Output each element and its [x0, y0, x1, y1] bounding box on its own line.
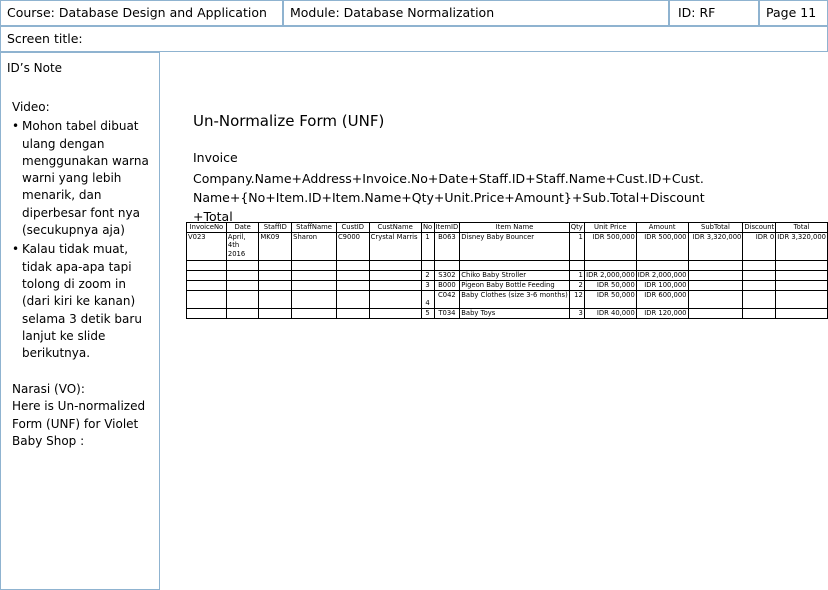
- notes-panel: [0, 52, 160, 590]
- table-cell: [776, 290, 828, 308]
- table-row: [187, 260, 828, 270]
- table-cell: [187, 280, 227, 290]
- narasi-text: Here is Un-normalized Form (UNF) for Violet Baby Shop :: [12, 399, 146, 448]
- table-cell: C042: [434, 290, 460, 308]
- table-cell: [434, 260, 460, 270]
- table-cell: [743, 290, 776, 308]
- table-cell: [226, 308, 259, 318]
- video-bullet: • Kalau tidak muat, tidak apa-apa tapi tolong di zoom in (dari kiri ke kanan) selama 3 detik baru lanjut ke slide berikutnya.: [12, 241, 152, 362]
- table-cell: IDR 50,000: [584, 290, 636, 308]
- table-cell: 5: [421, 308, 434, 318]
- table-cell: [743, 308, 776, 318]
- table-cell: [187, 308, 227, 318]
- table-cell: [336, 290, 369, 308]
- table-cell: Pigeon Baby Bottle Feeding: [460, 280, 569, 290]
- table-cell: [336, 308, 369, 318]
- table-cell: Chiko Baby Stroller: [460, 270, 569, 280]
- table-row: [187, 280, 828, 290]
- table-cell: IDR 3,320,000: [688, 232, 743, 260]
- table-cell: [369, 270, 421, 280]
- table-cell: [292, 260, 337, 270]
- table-cell: [688, 280, 743, 290]
- table-cell: [336, 270, 369, 280]
- table-cell: Baby Toys: [460, 308, 569, 318]
- table-cell: [688, 270, 743, 280]
- table-cell: [776, 260, 828, 270]
- table-cell: 4: [421, 290, 434, 308]
- table-cell: [688, 260, 743, 270]
- table-cell: IDR 50,000: [584, 280, 636, 290]
- table-cell: 2: [569, 280, 584, 290]
- column-header: Discount: [744, 223, 775, 231]
- video-bullet: • Mohon tabel dibuat ulang dengan menggunakan warna warni yang lebih menarik, dan diperbesar font nya (secukupnya aja): [12, 118, 152, 239]
- table-row: [187, 308, 828, 318]
- column-header: Date: [226, 223, 259, 233]
- table-cell: April, 4th 2016: [226, 232, 259, 260]
- column-header: Unit Price: [584, 223, 636, 233]
- table-cell: [187, 290, 227, 308]
- video-bullet-list: [12, 118, 152, 362]
- module-label: Module: Database Normalization: [283, 0, 669, 26]
- table-cell: [259, 260, 292, 270]
- narration-notes: [12, 381, 152, 450]
- table-cell: [776, 270, 828, 280]
- table-cell: Crystal Marris: [369, 232, 421, 260]
- table-cell: IDR 2,000,000: [586, 270, 635, 279]
- table-cell: [259, 280, 292, 290]
- table-row: [187, 290, 828, 308]
- slide-content: [193, 112, 823, 226]
- table-cell: [743, 260, 776, 270]
- table-cell: [584, 260, 636, 270]
- table-cell: 1: [569, 270, 584, 280]
- table-cell: S302: [434, 270, 460, 280]
- column-header: CustName: [369, 223, 421, 233]
- table-cell: [369, 260, 421, 270]
- table-cell: IDR 40,000: [584, 308, 636, 318]
- column-header: StaffName: [292, 223, 337, 233]
- table-cell: C9000: [336, 232, 369, 260]
- table-cell: [336, 260, 369, 270]
- table-cell: [636, 260, 688, 270]
- id-label: ID: RF: [669, 0, 759, 26]
- narasi-label: Narasi (VO):: [12, 382, 85, 396]
- table-cell: 12: [569, 290, 584, 308]
- screen-title: Screen title:: [0, 26, 828, 52]
- invoice-label: Invoice: [193, 150, 238, 165]
- column-header: No: [422, 223, 433, 231]
- table-cell: T034: [434, 308, 460, 318]
- table-cell: IDR 100,000: [636, 280, 688, 290]
- table-cell: [743, 270, 776, 280]
- table-cell: 1: [569, 232, 584, 260]
- table-cell: [226, 270, 259, 280]
- table-cell: IDR 0: [743, 232, 776, 260]
- column-header: Item Name: [460, 223, 569, 233]
- table-cell: 1: [421, 232, 434, 260]
- column-header: ItemID: [435, 223, 459, 231]
- column-header: StaffID: [259, 223, 292, 233]
- table-cell: IDR 3,320,000: [776, 232, 828, 260]
- unf-formula: Company.Name+Address+Invoice.No+Date+Staff.ID+Staff.Name+Cust.ID+Cust.Name+{No+Item.ID+Item.Name+Qty+Unit.Price+Amount}+Sub.Total+Discount+Total: [193, 171, 705, 224]
- table-cell: Baby Clothes (size 3-6 months): [460, 290, 569, 308]
- table-cell: B000: [434, 280, 460, 290]
- table-cell: Disney Baby Bouncer: [460, 232, 569, 260]
- table-cell: [776, 280, 828, 290]
- table-header-row: [187, 223, 828, 233]
- column-header: InvoiceNo: [187, 223, 227, 233]
- table-cell: IDR 120,000: [636, 308, 688, 318]
- table-cell: [292, 290, 337, 308]
- column-header: Qty: [570, 223, 583, 231]
- table-cell: B063: [434, 232, 460, 260]
- table-cell: 3: [569, 308, 584, 318]
- column-header: CustID: [336, 223, 369, 233]
- table-cell: [226, 260, 259, 270]
- table-cell: MK09: [259, 232, 292, 260]
- table-cell: IDR 600,000: [636, 290, 688, 308]
- table-cell: [688, 308, 743, 318]
- table-cell: [569, 260, 584, 270]
- table-cell: [421, 260, 434, 270]
- table-cell: [369, 280, 421, 290]
- table-cell: [369, 308, 421, 318]
- table-cell: IDR 2,000,000: [637, 270, 687, 279]
- table-cell: [776, 308, 828, 318]
- table-cell: [292, 270, 337, 280]
- unf-table: [186, 222, 828, 319]
- table-cell: [292, 308, 337, 318]
- slide-title: Un-Normalize Form (UNF): [193, 112, 385, 130]
- course-label: Course: Database Design and Application: [0, 0, 283, 26]
- table-cell: [187, 260, 227, 270]
- table-cell: [226, 290, 259, 308]
- column-header: Amount: [636, 223, 688, 233]
- table-row: [187, 232, 828, 260]
- table-cell: [743, 280, 776, 290]
- column-header: SubTotal: [688, 223, 743, 233]
- table-cell: 2: [421, 270, 434, 280]
- table-cell: Sharon: [292, 232, 337, 260]
- table-cell: [336, 280, 369, 290]
- table-cell: [259, 290, 292, 308]
- table-cell: [226, 280, 259, 290]
- video-notes: [12, 99, 152, 364]
- column-header: Total: [776, 223, 828, 233]
- table-cell: [259, 270, 292, 280]
- table-cell: 3: [421, 280, 434, 290]
- table-cell: [259, 308, 292, 318]
- table-cell: [292, 280, 337, 290]
- table-cell: [460, 260, 569, 270]
- table-cell: IDR 500,000: [636, 232, 688, 260]
- table-cell: IDR 500,000: [584, 232, 636, 260]
- table-row: [187, 270, 828, 280]
- table-cell: [688, 290, 743, 308]
- video-label: Video:: [12, 100, 50, 114]
- table-cell: [187, 270, 227, 280]
- page-number: Page 11: [759, 0, 828, 26]
- table-cell: [369, 290, 421, 308]
- id-note-heading: ID’s Note: [7, 61, 63, 75]
- table-cell: V023: [187, 232, 227, 260]
